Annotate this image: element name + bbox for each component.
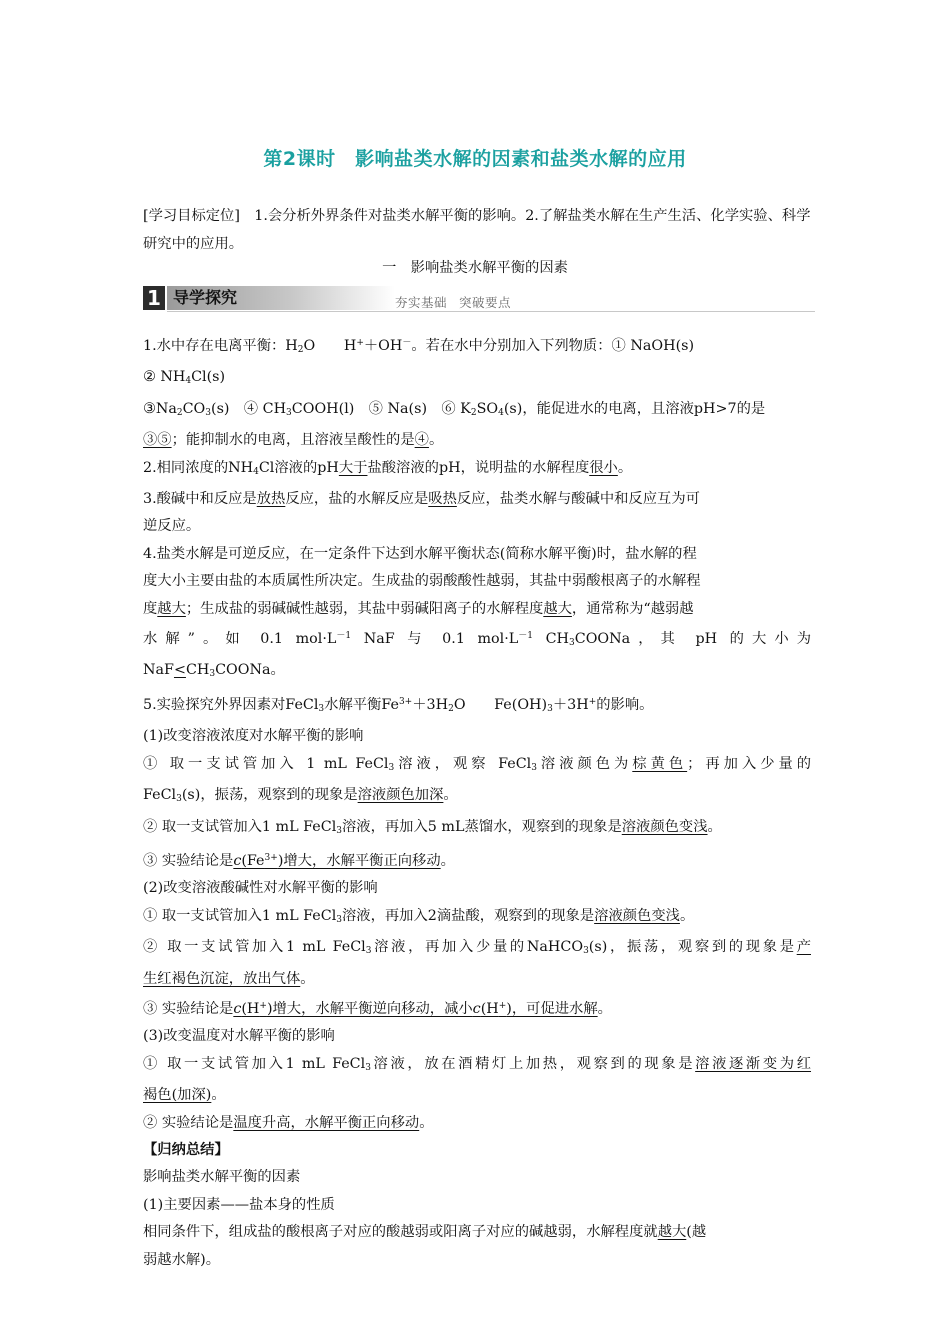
answer: 大于: [338, 459, 368, 476]
q3-line1: 3.酸碱中和反应是放热反应，盐的水解反应是吸热反应，盐类水解与酸碱中和反应互为可: [143, 491, 700, 508]
q2-line: 2.相同浓度的$NH_4Cl$溶液的pH大于盐酸溶液的pH，说明盐的水解程度很小。: [143, 459, 633, 477]
main-content: [143, 330, 811, 1274]
answer: 放热: [256, 491, 286, 508]
q4-line1: 4.盐类水解是可逆反应，在一定条件下达到水解平衡状态(简称水解平衡)时，盐水解的程: [143, 545, 697, 562]
q5-line: 5.实验探究外界因素对FeCl$_3$水解平衡$Fe^{3+}+3H_2O$ $Fe(OH)_3+3H^+$的影响。: [143, 696, 654, 714]
q1-line1: 1.水中存在电离平衡：$H_2O$ H+＋OH－。若在水中分别加入下列物质：① NaOH(s): [143, 338, 695, 355]
answer: 溶液颜色变浅: [594, 907, 680, 924]
q3-line2: 逆反应。: [143, 518, 201, 535]
learning-goal: [学习目标定位] 1.会分析外界条件对盐类水解平衡的影响。2.了解盐类水解在生产生活、化学实验、科学研究中的应用。: [143, 208, 811, 252]
banner-number: 1: [143, 286, 165, 310]
section-banner: [143, 284, 815, 314]
page-title: 第2课时 影响盐类水解的因素和盐类水解的应用: [263, 148, 687, 170]
banner-sub2: 突破要点: [459, 295, 512, 310]
answer: ③⑤: [143, 432, 172, 449]
answer: ④: [414, 432, 429, 449]
banner-label-box: [167, 286, 395, 310]
answer: 溶液颜色加深: [357, 787, 444, 804]
q4-line2: 度大小主要由盐的本质属性所决定。生成盐的弱酸酸性越弱，其盐中弱酸根离子的水解程: [143, 573, 701, 590]
q1-line3: $③Na_2CO_3(s)$ ④ $CH_3COOH(l)$ ⑤ Na(s) ⑥ $K_2SO_4(s)$，能促进水的电离，且溶液pH>7的是: [143, 400, 766, 418]
p3-head: (3)改变温度对水解平衡的影响: [143, 1028, 335, 1045]
summary-line2: (1)主要因素——盐本身的性质: [143, 1196, 335, 1213]
p3-s2: ② 实验结论是温度升高，水解平衡正向移动。: [143, 1114, 434, 1131]
answer: 生红褐色沉淀，放出气体: [143, 970, 301, 987]
p1-s1-line2: FeCl$_3$(s)，振荡，观察到的现象是溶液颜色加深。: [143, 787, 458, 805]
section-heading: 一 影响盐类水解平衡的因素: [382, 260, 568, 276]
q4-line5: $NaF<CH_3COONa$。: [143, 662, 285, 680]
answer: <: [173, 662, 186, 679]
answer: 溶液颜色变浅: [621, 818, 708, 835]
q4-line4: 水解”。如 0.1 $mol\cdot L^{-1}$ NaF 与 0.1 $mol\cdot L^{-1}$ $CH_3COONa$，其 pH 的大小为: [143, 631, 811, 649]
answer: 褐色(加深): [143, 1087, 212, 1104]
p3-s1-line2: 褐色(加深)。: [143, 1087, 226, 1104]
p2-s2-line1: ② 取一支试管加入1 mL FeCl$_3$溶液，再加入少量的NaHCO$_3$(s)，振荡，观察到的现象是产: [143, 939, 811, 957]
answer: 吸热: [428, 491, 457, 508]
p1-s3: ③ 实验结论是$c(Fe^{3+})$增大，水解平衡正向移动。: [143, 852, 455, 869]
answer: 棕黄色: [632, 755, 688, 772]
p2-head: (2)改变溶液酸碱性对水解平衡的影响: [143, 880, 378, 897]
p1-head: (1)改变溶液浓度对水解平衡的影响: [143, 728, 364, 745]
summary-head: 【归纳总结】: [143, 1141, 229, 1158]
q1-line2: ② $NH_4Cl(s)$: [143, 369, 226, 387]
answer: 越大: [543, 600, 572, 617]
banner-sub1: 夯实基础: [395, 295, 448, 310]
q1-line4: ③⑤；能抑制水的电离，且溶液呈酸性的是④。: [143, 432, 444, 449]
summary-line4: 弱越水解)。: [143, 1251, 221, 1268]
q4-line3: 度越大；生成盐的弱碱碱性越弱，其盐中弱碱阳离子的水解程度越大，通常称为“越弱越: [143, 600, 694, 617]
answer: 温度升高，水解平衡正向移动: [233, 1114, 420, 1131]
p2-s3: ③ 实验结论是c(H+)增大，水解平衡逆向移动，减小c(H+)，可促进水解。: [143, 1000, 612, 1017]
answer: 产: [796, 939, 811, 956]
answer: 越大: [657, 1224, 687, 1241]
banner-divider: [167, 311, 815, 312]
summary-line1: 影响盐类水解平衡的因素: [143, 1169, 301, 1186]
p3-s1-line1: ① 取一支试管加入1 mL FeCl$_3$溶液，放在酒精灯上加热，观察到的现象是溶液逐渐变为红: [143, 1055, 812, 1073]
answer: c(H+)增大，水解平衡逆向移动，减小c(H+)，可促进水解: [233, 1000, 598, 1017]
answer: $c(Fe^{3+})$增大，水解平衡正向移动: [233, 852, 441, 869]
answer: 越大: [157, 600, 186, 617]
answer: 溶液逐渐变为红: [695, 1055, 812, 1072]
p1-s1-line1: ① 取一支试管加入 1 mL FeCl$_3$溶液，观察 FeCl$_3$溶液颜色为棕黄色；再加入少量的: [143, 755, 812, 773]
banner-subtitle: [395, 293, 511, 311]
answer: 很小: [589, 459, 618, 476]
p2-s2-line2: 生红褐色沉淀，放出气体。: [143, 970, 315, 987]
banner-label: 导学探究: [173, 288, 238, 307]
p1-s2: ② 取一支试管加入1 mL FeCl$_3$溶液，再加入5 mL蒸馏水，观察到的现象是溶液颜色变浅。: [143, 818, 722, 836]
p2-s1: ① 取一支试管加入1 mL FeCl$_3$溶液，再加入2滴盐酸，观察到的现象是溶液颜色变浅。: [143, 907, 695, 925]
summary-line3: 相同条件下，组成盐的酸根离子对应的酸越弱或阳离子对应的碱越弱，水解程度就越大(越: [143, 1224, 707, 1241]
